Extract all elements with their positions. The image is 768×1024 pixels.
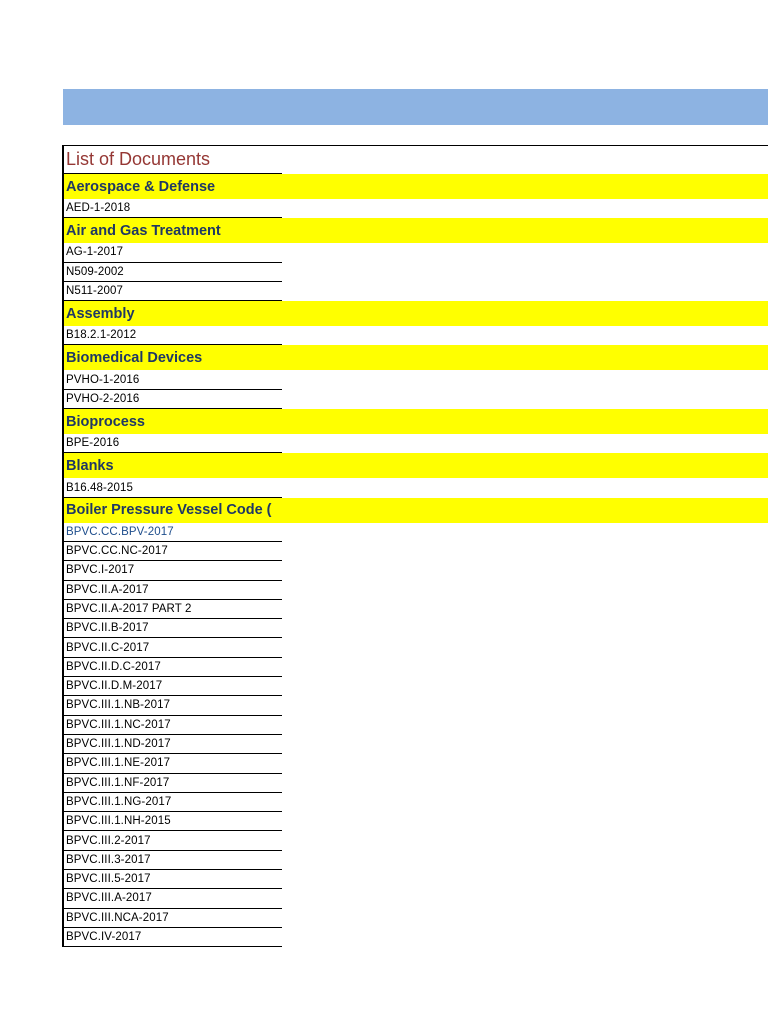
category-row[interactable] — [64, 345, 768, 370]
document-row[interactable] — [64, 716, 282, 735]
document-row[interactable] — [64, 390, 282, 409]
document-row[interactable] — [64, 326, 282, 345]
document-row[interactable] — [64, 928, 282, 947]
document-label: BPVC.III.1.NC-2017 — [66, 718, 171, 731]
document-row[interactable] — [64, 434, 282, 453]
category-row[interactable] — [64, 174, 768, 199]
document-label: BPVC.III.1.NG-2017 — [66, 795, 172, 808]
document-label: BPVC.II.D.M-2017 — [66, 680, 163, 693]
category-label: Assembly — [66, 305, 135, 322]
category-label: Biomedical Devices — [66, 349, 203, 366]
document-label: B18.2.1-2012 — [66, 329, 137, 342]
document-row[interactable] — [64, 754, 282, 773]
document-label: BPVC.II.B-2017 — [66, 622, 149, 635]
document-rows — [64, 174, 768, 947]
header-band — [63, 89, 768, 125]
document-label: BPVC.IV-2017 — [66, 931, 142, 944]
document-row[interactable] — [64, 523, 282, 542]
category-row[interactable] — [64, 301, 768, 326]
document-row[interactable] — [64, 658, 282, 677]
document-row[interactable] — [64, 909, 282, 928]
document-list-sheet — [62, 145, 768, 947]
document-label: BPVC.II.A-2017 PART 2 — [66, 603, 192, 615]
list-title-cell[interactable] — [64, 146, 282, 174]
document-label: BPVC.I-2017 — [66, 564, 135, 577]
document-label: PVHO-2-2016 — [66, 392, 140, 405]
document-row[interactable] — [64, 677, 282, 696]
document-row[interactable] — [64, 831, 282, 850]
document-row[interactable] — [64, 774, 282, 793]
document-label: AG-1-2017 — [66, 246, 124, 259]
category-row[interactable] — [64, 409, 768, 434]
category-label: Air and Gas Treatment — [66, 222, 221, 239]
document-label: BPVC.III.1.NF-2017 — [66, 776, 170, 789]
document-row[interactable] — [64, 282, 282, 301]
document-row[interactable] — [64, 696, 282, 715]
document-label: B16.48-2015 — [66, 481, 133, 494]
document-label: BPVC.II.D.C-2017 — [66, 660, 161, 673]
category-label: Boiler Pressure Vessel Code ( — [66, 502, 272, 519]
document-row[interactable] — [64, 735, 282, 754]
document-link[interactable]: BPVC.CC.BPV-2017 — [66, 525, 174, 538]
document-row[interactable] — [64, 619, 282, 638]
document-label: N511-2007 — [66, 285, 123, 298]
document-label: AED-1-2018 — [66, 202, 131, 215]
document-label: BPVC.II.C-2017 — [66, 641, 150, 654]
document-row[interactable] — [64, 793, 282, 812]
document-row[interactable] — [64, 370, 282, 389]
document-row[interactable] — [64, 870, 282, 889]
category-row[interactable] — [64, 453, 768, 478]
document-row[interactable] — [64, 478, 282, 497]
document-label: BPVC.III.5-2017 — [66, 873, 151, 886]
document-label: BPVC.III.3-2017 — [66, 853, 151, 866]
document-row[interactable] — [64, 263, 282, 282]
document-row[interactable] — [64, 851, 282, 870]
document-label: BPE-2016 — [66, 437, 120, 450]
category-row[interactable] — [64, 218, 768, 243]
category-label: Blanks — [66, 457, 114, 474]
document-label: BPVC.III.1.ND-2017 — [66, 738, 171, 751]
document-label: BPVC.III.NCA-2017 — [66, 911, 169, 924]
document-label: BPVC.III.A-2017 — [66, 892, 152, 905]
category-row[interactable] — [64, 498, 768, 523]
document-row[interactable] — [64, 199, 282, 218]
document-label: BPVC.CC.NC-2017 — [66, 545, 168, 558]
document-row[interactable] — [64, 600, 282, 619]
document-row[interactable] — [64, 889, 282, 908]
list-title: List of Documents — [66, 149, 211, 169]
document-row[interactable] — [64, 812, 282, 831]
document-label: BPVC.III.2-2017 — [66, 834, 151, 847]
document-row[interactable] — [64, 638, 282, 657]
document-label: BPVC.III.1.NH-2015 — [66, 815, 171, 828]
document-row[interactable] — [64, 243, 282, 262]
category-label: Aerospace & Defense — [66, 178, 216, 195]
document-label: BPVC.III.1.NB-2017 — [66, 699, 171, 712]
document-label: BPVC.II.A-2017 — [66, 583, 149, 596]
category-label: Bioprocess — [66, 413, 145, 430]
document-label: N509-2002 — [66, 265, 124, 278]
document-row[interactable] — [64, 542, 282, 561]
document-label: PVHO-1-2016 — [66, 373, 140, 386]
document-row[interactable] — [64, 561, 282, 580]
document-row[interactable] — [64, 581, 282, 600]
document-label: BPVC.III.1.NE-2017 — [66, 757, 171, 770]
